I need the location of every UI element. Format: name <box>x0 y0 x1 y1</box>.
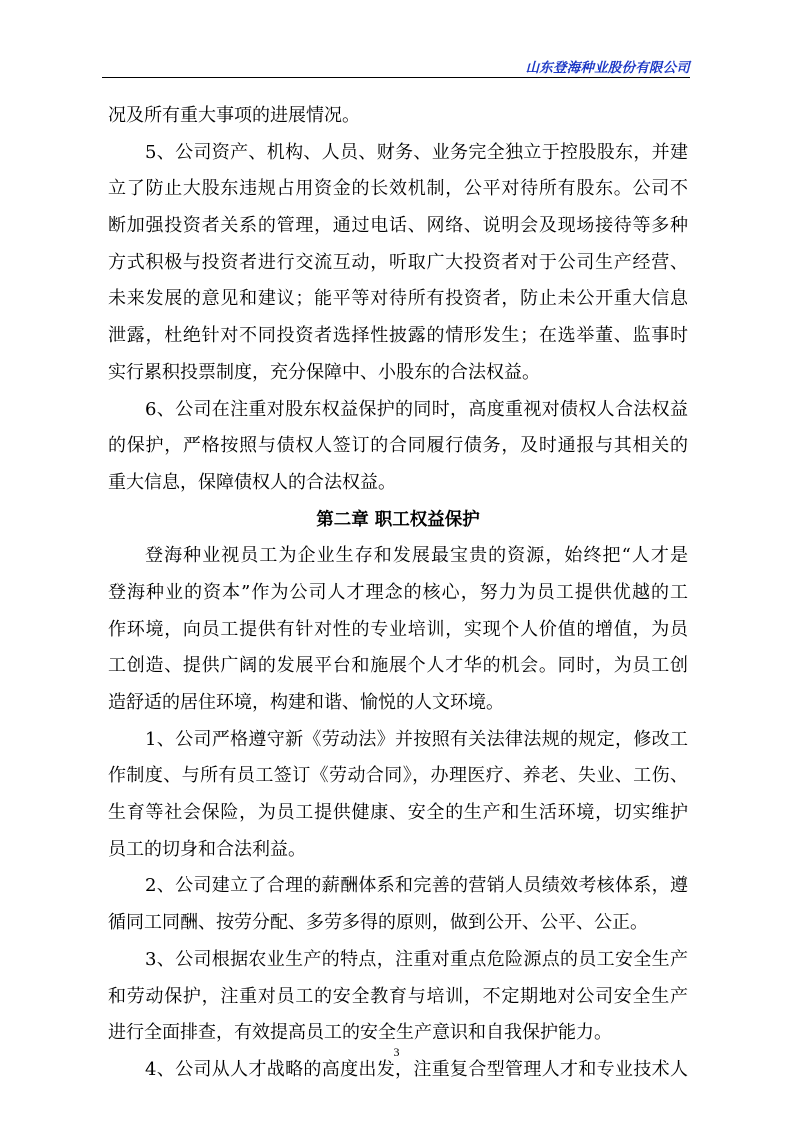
body-line: 3、公司根据农业生产的特点，注重对重点危险源点的员工安全生产 <box>145 948 688 970</box>
body-line: 登海种业的资本”作为公司人才理念的核心，努力为员工提供优越的工 <box>108 581 688 603</box>
body-line: 6、公司在注重对股东权益保护的同时，高度重视对债权人合法权益 <box>145 398 688 420</box>
body-line: 作制度、与所有员工签订《劳动合同》，办理医疗、养老、失业、工伤、 <box>108 765 688 787</box>
page-number: 3 <box>393 1045 400 1059</box>
body-line: 断加强投资者关系的管理，通过电话、网络、说明会及现场接待等多种 <box>108 215 688 237</box>
body-line: 方式积极与投资者进行交流互动，听取广大投资者对于公司生产经营、 <box>108 251 688 273</box>
body-line: 员工的切身和合法利益。 <box>108 838 306 860</box>
section-heading: 第二章 职工权益保护 <box>316 509 480 530</box>
body-line: 5、公司资产、机构、人员、财务、业务完全独立于控股股东，并建 <box>145 141 688 163</box>
body-line: 造舒适的居住环境，构建和谐、愉悦的人文环境。 <box>108 692 504 713</box>
body-line: 和劳动保护，注重对员工的安全教育与培训，不定期地对公司安全生产 <box>108 985 688 1007</box>
body-line: 作环境，向员工提供有针对性的专业培训，实现个人价值的增值，为员 <box>108 618 688 640</box>
body-line: 4、公司从人才战略的高度出发，注重复合型管理人才和专业技术人 <box>145 1058 688 1080</box>
body-line: 实行累积投票制度，充分保障中、小股东的合法权益。 <box>108 361 540 383</box>
body-line: 1、公司严格遵守新《劳动法》并按照有关法律法规的规定，修改工 <box>145 728 688 750</box>
header-company-name: 山东登海种业股份有限公司 <box>525 60 690 76</box>
body-line: 况及所有重大事项的进展情况。 <box>108 105 360 126</box>
body-line: 生育等社会保险，为员工提供健康、安全的生产和生活环境，切实维护 <box>108 802 688 824</box>
document-body <box>108 98 688 1089</box>
body-line: 的保护，严格按照与债权人签订的合同履行债务，及时通报与其相关的 <box>108 435 688 457</box>
body-line: 立了防止大股东违规占用资金的长效机制，公平对待所有股东。公司不 <box>108 178 688 200</box>
body-line: 重大信息，保障债权人的合法权益。 <box>108 471 396 493</box>
header-divider <box>102 77 690 78</box>
body-line: 泄露，杜绝针对不同投资者选择性披露的情形发生；在选举董、监事时 <box>108 325 688 347</box>
body-line: 循同工同酬、按劳分配、多劳多得的原则，做到公开、公平、公正。 <box>108 912 648 934</box>
body-line: 2、公司建立了合理的薪酬体系和完善的营销人员绩效考核体系，遵 <box>145 875 688 897</box>
body-line: 进行全面排查，有效提高员工的安全生产意识和自我保护能力。 <box>108 1022 612 1044</box>
body-line: 工创造、提供广阔的发展平台和施展个人才华的机会。同时，为员工创 <box>108 655 688 677</box>
body-line: 登海种业视员工为企业生存和发展最宝贵的资源，始终把“人才是 <box>145 545 688 567</box>
body-line: 未来发展的意见和建议；能平等对待所有投资者，防止未公开重大信息 <box>108 288 688 310</box>
